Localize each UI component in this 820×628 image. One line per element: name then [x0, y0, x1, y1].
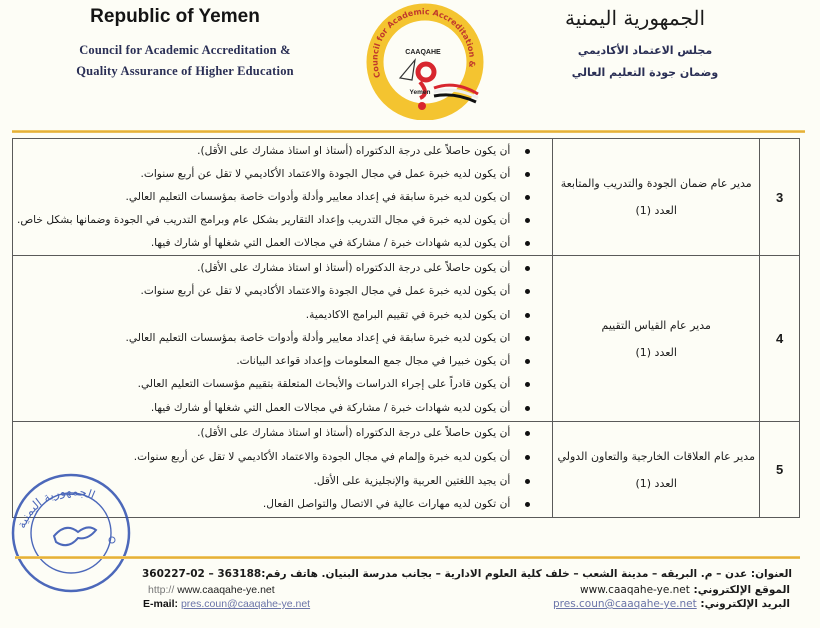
requirement-item: أن يجيد اللغتين العربية والإنجليزية على الأقل. [17, 470, 532, 494]
website-label-ar: الموقع الإلكتروني: [693, 584, 790, 596]
requirement-item: أن يكون لديه شهادات خبرة / مشاركة في مجالات العمل التي شغلها أو شارك فيها. [17, 397, 532, 420]
footer-divider [15, 556, 800, 559]
header-org-ar-line1: مجلس الاعتماد الأكاديمي [577, 44, 713, 57]
requirement-item: أن يكون حاصلاً على درجة الدكتوراه (أستاذ او استاذ مشارك على الأقل). [17, 140, 532, 163]
footer-website-en [148, 584, 275, 596]
logo-pen-icon [400, 60, 415, 80]
email-label-ar: البريد الإلكتروني: [700, 598, 790, 610]
requirement-item: أن تكون لديه مهارات عالية في الاتصال والتواصل الفعال. [17, 493, 532, 517]
position-title-cell [553, 139, 760, 256]
website-link-ar[interactable]: www.caaqahe-ye.net [580, 584, 690, 596]
header-org-en-line1: Council for Academic Accreditation & [79, 43, 291, 57]
website-protocol: http:// [148, 584, 175, 596]
requirement-item: أن يكون لديه خبرة وإلمام في مجال الجودة والاعتماد الأكاديمي لا تقل عن أربع سنوات. [17, 446, 532, 470]
position-number: 5 [760, 422, 800, 518]
positions-table [12, 138, 800, 518]
email-label-en: E-mail: [143, 598, 179, 610]
position-count: العدد (1) [635, 345, 677, 359]
requirement-item: ان يكون لديه خبرة سابقة في إعداد معايير وأدلة وأدوات خاصة بمؤسسات التعليم العالي. [17, 186, 532, 209]
footer-email-en [143, 598, 310, 610]
position-count: العدد (1) [635, 476, 677, 490]
header-country-ar: الجمهورية اليمنية [564, 6, 706, 30]
position-title-cell [553, 422, 760, 518]
requirements-cell [13, 139, 553, 256]
position-title: مدير عام ضمان الجودة والتدريب والمتابعة [560, 177, 752, 190]
logo-red-mark [418, 64, 434, 80]
requirement-item: أن يكون لديه خبرة عمل في مجال الجودة والاعتماد الأكاديمي لا تقل عن أربع سنوات. [17, 163, 532, 186]
requirement-item: أن يكون خبيرا في مجال جمع المعلومات وإعداد قواعد البيانات. [17, 350, 532, 373]
requirement-item: أن يكون لديه شهادات خبرة / مشاركة في مجالات العمل التي شغلها أو شارك فيها. [17, 232, 532, 255]
requirements-cell [13, 256, 553, 422]
official-stamp [8, 470, 134, 596]
footer-website-ar [580, 584, 790, 596]
stamp-text: الجمهورية اليمنية [14, 483, 98, 531]
logo-acronym: CAAQAHE [405, 49, 441, 56]
website-link-en[interactable]: www.caaqahe-ye.net [177, 584, 275, 596]
requirement-item: أن يكون قادراً على إجراء الدراسات والأبحاث المتعلقة بتقييم مؤسسات التعليم العالي. [17, 373, 532, 396]
logo-ring-text: Council for Academic Accreditation & [370, 7, 477, 79]
position-row [13, 256, 800, 422]
position-number: 3 [760, 139, 800, 256]
requirement-item: ان يكون لديه خبرة سابقة في إعداد معايير وأدلة وأدوات خاصة بمؤسسات التعليم العالي. [17, 327, 532, 350]
eagle-emblem-icon [54, 527, 96, 545]
header-country-en: Republic of Yemen [90, 6, 260, 27]
position-row [13, 139, 800, 256]
requirement-item: أن يكون حاصلاً على درجة الدكتوراه (أستاذ او استاذ مشارك على الأقل). [17, 422, 532, 446]
requirement-item: أن يكون لديه خبرة في مجال التدريب وإعداد التقارير بشكل عام وبرامج التدريب في الجودة وضمانها بشكل خاص. [17, 209, 532, 232]
header-org-ar-line2: وضمان جودة التعليم العالي [571, 66, 719, 79]
requirements-list [13, 257, 552, 420]
requirements-list [13, 140, 552, 255]
position-title: مدير عام القياس التقييم [601, 318, 711, 332]
position-title-cell [553, 256, 760, 422]
requirement-item: أن يكون لديه خبرة عمل في مجال الجودة والاعتماد الأكاديمي لا تقل عن أربع سنوات. [17, 280, 532, 303]
email-link-en[interactable]: pres.coun@caaqahe-ye.net [180, 598, 311, 610]
requirement-item: ان يكون لديه خبرة في تقييم البرامج الاكاديمية. [17, 304, 532, 327]
requirement-item: أن يكون حاصلاً على درجة الدكتوراه (أستاذ او استاذ مشارك على الأقل). [17, 257, 532, 280]
header-divider [12, 130, 805, 133]
position-title: مدير عام العلاقات الخارجية والتعاون الدولي [557, 449, 755, 463]
council-logo [360, 2, 490, 120]
email-link-ar[interactable]: pres.coun@caaqahe-ye.net [553, 598, 697, 610]
footer-email-ar [553, 598, 790, 610]
footer-address: العنوان: عدن – م. البريقه – مدينة الشعب – خلف كلية العلوم الادارية – بجانب مدرسة البنيان. هاتف رقم:363188 – 02-360227 [141, 568, 792, 580]
position-number: 4 [760, 256, 800, 422]
logo-country: Yemen [409, 89, 431, 96]
position-count: العدد (1) [635, 204, 677, 217]
header-org-en-line2: Quality Assurance of Higher Education [76, 64, 294, 78]
logo-red-dot [418, 102, 426, 110]
